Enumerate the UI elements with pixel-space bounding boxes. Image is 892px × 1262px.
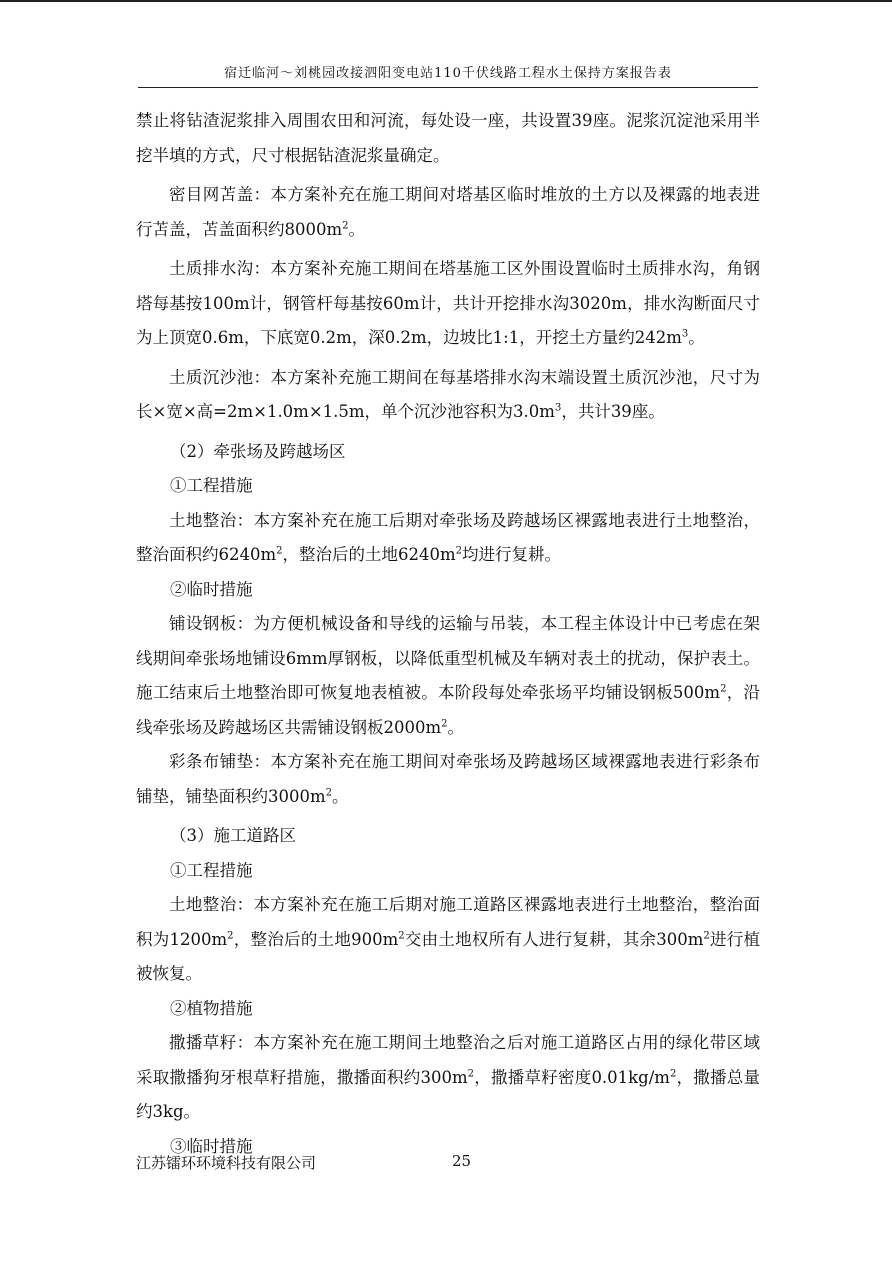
paragraph-tarp-cover: 彩条布铺垫：本方案补充在施工期间对牵张场及跨越场区域裸露地表进行彩条布铺垫，铺垫面积约$3000m^2$。 xyxy=(136,752,760,806)
document-body xyxy=(136,104,760,1164)
paragraph-mud-pool: 禁止将钻渣泥浆排入周围农田和河流，每处设一座，共设置39座。泥浆沉淀池采用半挖半填的方式，尺寸根据钻渣泥浆量确定。 xyxy=(136,111,760,165)
subheading-engineering-measures-road: ①工程措施 xyxy=(170,860,253,880)
paragraph-land-reclamation-road: 土地整治：本方案补充在施工后期对施工道路区裸露地表进行土地整治，整治面积为$1200m^2$，整治后的土地$900m^2$交由土地权所有人进行复耕，其余$300m^2$进行植被恢复。 xyxy=(136,895,761,983)
page-header xyxy=(138,62,758,88)
subheading-temporary-measures: ②临时措施 xyxy=(170,579,253,599)
page-number: 25 xyxy=(452,1152,472,1170)
footer-company-name: 江苏镭环环境科技有限公司 xyxy=(136,1154,317,1172)
subheading-temporary-measures-road: ③临时措施 xyxy=(170,1136,253,1156)
paragraph-mesh-cover: 密目网苫盖：本方案补充在施工期间对塔基区临时堆放的土方以及裸露的地表进行苫盖，苫盖面积约$8000m^2$。 xyxy=(136,185,760,239)
paragraph-steel-plate: 铺设钢板：为方便机械设备和导线的运输与吊装，本工程主体设计中已考虑在架线期间牵张场地铺设6mm厚钢板，以降低重型机械及车辆对表土的扰动，保护表土。施工结束后土地整治即可恢复地表植被。本阶段每处牵张场平均铺设钢板$500m^2$，沿线牵张场及跨越场区共需铺设钢板$2000m^2$。 xyxy=(136,614,761,737)
top-border-line xyxy=(0,0,892,2)
subheading-plant-measures: ②植物措施 xyxy=(170,998,253,1018)
paragraph-sedimentation-pond: 土质沉沙池：本方案补充施工期间在每基塔排水沟末端设置土质沉沙池，尺寸为长×宽×高=2m×1.0m×1.5m，单个沉沙池容积为$3.0m^3$，共计39座。 xyxy=(136,367,760,421)
section-heading-construction-road: （3）施工道路区 xyxy=(170,826,296,845)
paragraph-grass-seeding: 撒播草籽：本方案补充在施工期间土地整治之后对施工道路区占用的绿化带区域采取撒播狗牙根草籽措施，撒播面积约$300m^2$，撒播草籽密度$0.01kg/m^2$，撒播总量约3kg。 xyxy=(136,1033,761,1121)
subheading-engineering-measures: ①工程措施 xyxy=(170,476,253,495)
paragraph-drainage-ditch: 土质排水沟：本方案补充施工期间在塔基施工区外围设置临时土质排水沟，角钢塔每基按100m计，钢管杆每基按60m计，共计开挖排水沟3020m，排水沟断面尺寸为上顶宽0.6m，下底宽0.2m，深0.2m，边坡比1:1，开挖土方量约$242m^3$。 xyxy=(136,259,760,347)
paragraph-land-reclamation-tension: 土地整治：本方案补充在施工后期对牵张场及跨越场区裸露地表进行土地整治，整治面积约$6240m^2$，整治后的土地$6240m^2$均进行复耕。 xyxy=(136,510,760,564)
header-title: 宿迁临河～刘桃园改接泗阳变电站110千伏线路工程水土保持方案报告表 xyxy=(224,66,672,81)
section-heading-tension-field: （2）牵张场及跨越场区 xyxy=(170,441,346,461)
